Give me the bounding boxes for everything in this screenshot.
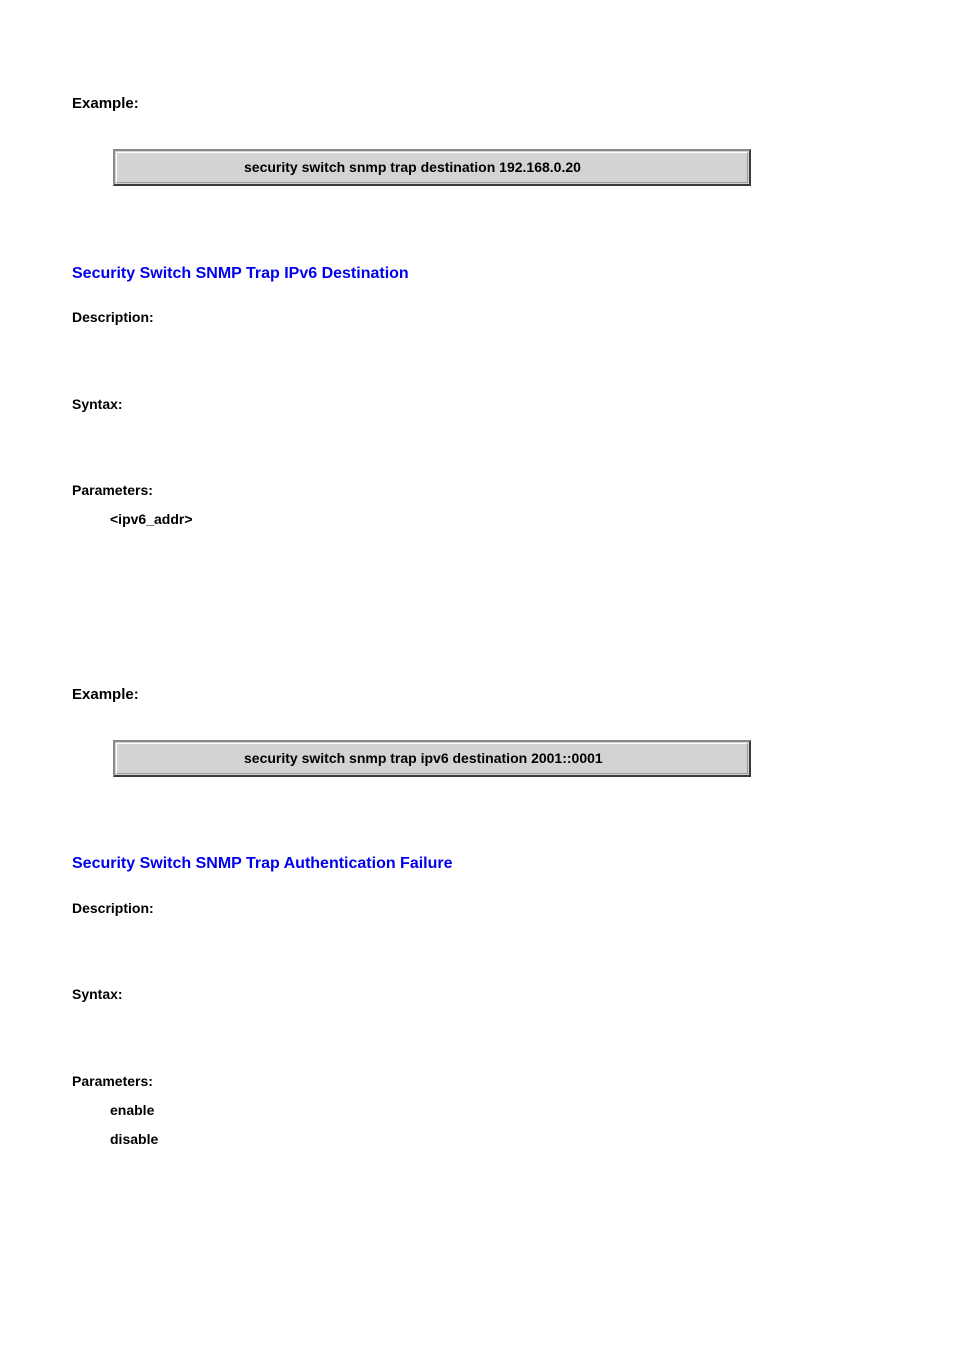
parameter-ipv6-addr: <ipv6_addr> bbox=[110, 511, 193, 527]
section-heading-ipv6-destination: Security Switch SNMP Trap IPv6 Destination bbox=[72, 265, 409, 282]
parameter-disable: disable bbox=[110, 1131, 159, 1147]
section-heading-authentication-failure: Security Switch SNMP Trap Authentication Failure bbox=[72, 855, 453, 872]
parameters-label: Parameters: bbox=[72, 1073, 153, 1089]
syntax-label: Syntax: bbox=[72, 986, 123, 1002]
parameters-label: Parameters: bbox=[72, 482, 153, 498]
description-label: Description: bbox=[72, 900, 154, 916]
example-label: Example: bbox=[72, 686, 139, 703]
syntax-label: Syntax: bbox=[72, 396, 123, 412]
parameter-enable: enable bbox=[110, 1102, 155, 1118]
example-command-text: security switch snmp trap destination 192.168.0.20 bbox=[244, 159, 581, 175]
example-command-box bbox=[113, 740, 751, 777]
example-label: Example: bbox=[72, 95, 139, 112]
description-label: Description: bbox=[72, 309, 154, 325]
example-command-text: security switch snmp trap ipv6 destination 2001::0001 bbox=[244, 750, 603, 766]
example-command-box bbox=[113, 149, 751, 186]
